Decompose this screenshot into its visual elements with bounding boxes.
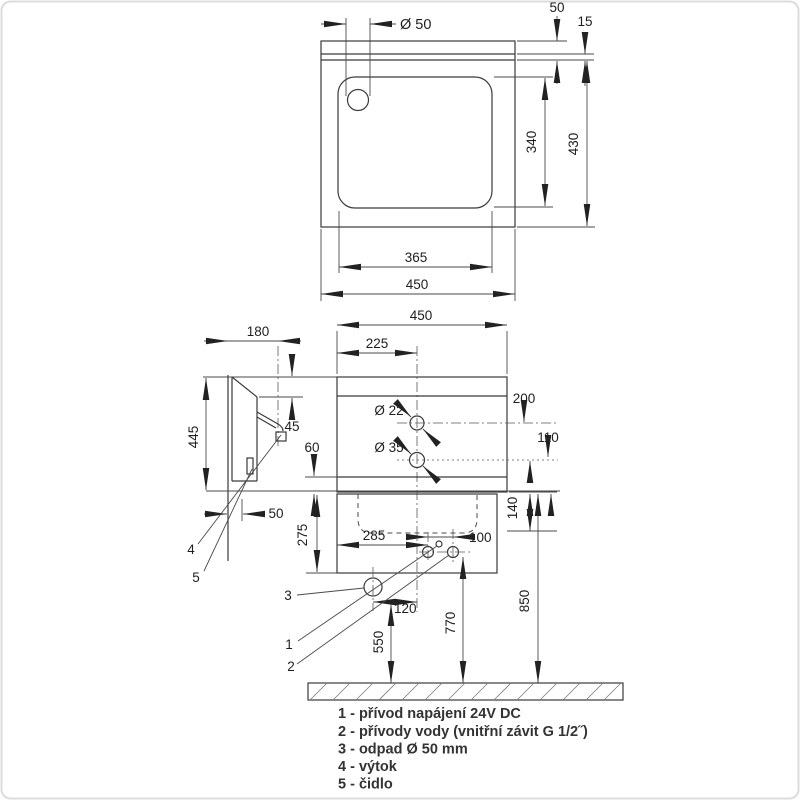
dim-top-15: 15: [577, 14, 593, 29]
dim-d35: Ø 35: [374, 440, 404, 455]
dim-60: 60: [304, 440, 320, 455]
dim-d22: Ø 22: [374, 403, 404, 418]
dim-180: 180: [246, 324, 270, 339]
dim-top-50: 50: [549, 0, 565, 15]
dim-850: 850: [517, 589, 532, 613]
legend-item-4: 4 - výtok: [338, 759, 397, 775]
floor: [308, 683, 623, 700]
callout-3: 3: [284, 588, 292, 603]
legend: [338, 706, 588, 793]
dim-110: 110: [537, 430, 559, 445]
dim-275: 275: [295, 523, 310, 547]
legend-item-2: 2 - přívody vody (vnitřní závit G 1/2˝): [338, 724, 588, 740]
callout-1: 1: [285, 637, 293, 652]
sensor-body: [247, 458, 253, 474]
callout-4: 4: [187, 542, 195, 557]
page-border-frame: [2, 2, 799, 799]
dim-120: 120: [394, 601, 417, 616]
front-view: [206, 308, 560, 683]
dim-100: 100: [469, 530, 492, 545]
spout-outline: [257, 412, 283, 431]
dim-225: 225: [365, 336, 389, 351]
dim-450-front: 450: [409, 308, 433, 323]
floor-slab: [308, 683, 623, 700]
dim-445: 445: [186, 425, 201, 449]
dim-770: 770: [443, 611, 458, 635]
callout-5: 5: [192, 570, 200, 585]
dim-285: 285: [362, 528, 386, 543]
upper-cabinet-outline: [337, 377, 507, 492]
leader-1: [298, 546, 437, 641]
leader-3: [297, 588, 364, 595]
legend-item-5: 5 - čidlo: [338, 776, 393, 793]
dim-drain-diameter: Ø 50: [400, 17, 432, 33]
basin-outline: [338, 77, 492, 208]
dim-side-50: 50: [268, 506, 284, 521]
callout-2: 2: [287, 659, 295, 674]
dim-550: 550: [371, 630, 386, 654]
legend-item-1: 1 - přívod napájení 24V DC: [338, 706, 521, 722]
dim-365: 365: [404, 250, 428, 265]
dim-450-top-view: 450: [405, 277, 429, 292]
top-view: [321, 0, 595, 301]
dim-430: 430: [566, 132, 581, 156]
legend-item-3: 3 - odpad Ø 50 mm: [338, 741, 468, 758]
dim-340: 340: [524, 130, 539, 154]
dim-200: 200: [512, 391, 536, 406]
leader-4: [198, 435, 284, 544]
top-view-outline: [321, 41, 515, 227]
drain-hole: [348, 90, 369, 111]
dim-140: 140: [505, 496, 520, 520]
dim-45: 45: [284, 419, 300, 434]
